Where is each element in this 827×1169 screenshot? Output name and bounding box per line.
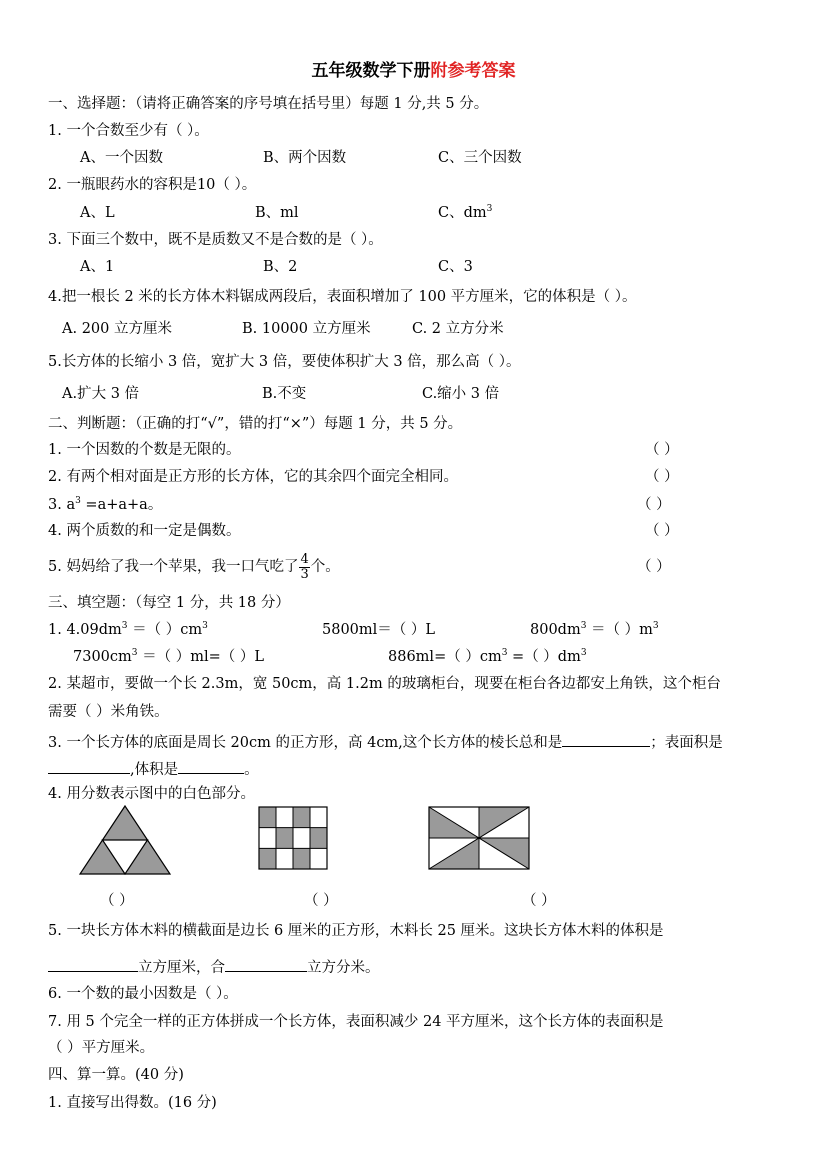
- figure-triangle: [78, 804, 172, 876]
- s2-q1-answer-paren: （ ）: [645, 442, 679, 458]
- s2-q3: 3. $a^3 =a+a+a$。: [48, 496, 163, 513]
- s1-q5-option-c: C.缩小 3 倍: [422, 386, 500, 402]
- fraction-4-3: $\frac{4}{3}$: [300, 551, 309, 582]
- s3-q6: 6. 一个数的最小因数是（ ）。: [48, 986, 238, 1002]
- s1-q4-option-c: C. 2 立方分米: [412, 321, 504, 337]
- s3-q1-e: 886ml=（ ）$cm^3$ =（ ）$dm^3$: [388, 648, 587, 665]
- s1-q2: 2. 一瓶眼药水的容积是10（ ）。: [48, 177, 257, 193]
- s3-q1-b: 5800ml＝（ ）L: [322, 622, 436, 638]
- figure-rectangle-triangles: [427, 805, 531, 871]
- fig2-answer-paren: （ ）: [304, 893, 338, 909]
- s1-q4-option-b: B. 10000 立方厘米: [242, 321, 371, 337]
- s2-q4: 4. 两个质数的和一定是偶数。: [48, 523, 241, 539]
- s2-q3-answer-paren: （ ）: [637, 497, 671, 513]
- s1-q2-option-c: C、$dm^3$: [438, 204, 493, 221]
- s3-q1-d: $7300cm^3$ ＝（ ）ml=（ ）L: [73, 648, 265, 665]
- s2-q5-answer-paren: （ ）: [637, 559, 671, 575]
- s3-q5-line1: 5. 一块长方体木料的横截面是边长 6 厘米的正方形，木料长 25 厘米。这块长方体木料的体积是: [48, 923, 664, 939]
- answer-blank: [178, 758, 244, 774]
- s2-q1: 1. 一个因数的个数是无限的。: [48, 442, 241, 458]
- figure-checker-grid: [258, 806, 328, 870]
- title-suffix: 附参考答案: [430, 61, 516, 81]
- s3-q7-line1: 7. 用 5 个完全一样的正方体拼成一个长方体，表面积减少 24 平方厘米，这个长方体的表面积是: [48, 1014, 664, 1030]
- s3-q1-c: $800dm^3$ ＝（ ）$m^3$: [530, 621, 659, 638]
- s3-q3-line1: 3. 一个长方体的底面是周长 20cm 的正方形，高 4cm,这个长方体的棱长总和是 ；表面积是: [48, 731, 723, 752]
- s1-q5: 5.长方体的长缩小 3 倍，宽扩大 3 倍，要使体积扩大 3 倍，那么高（ ）。: [48, 354, 521, 370]
- s1-q4-option-a: A. 200 立方厘米: [62, 321, 172, 337]
- section3-header: 三、填空题：（每空 1 分，共 18 分）: [48, 595, 290, 611]
- s1-q2-option-b: B、ml: [255, 205, 299, 221]
- s1-q3-option-b: B、2: [263, 259, 298, 275]
- s1-q1-option-b: B、两个因数: [263, 150, 347, 166]
- s3-q7-line2: （ ）平方厘米。: [48, 1040, 155, 1056]
- answer-blank: [225, 956, 307, 972]
- s3-q2-line2: 需要（ ）米角铁。: [48, 704, 169, 720]
- s2-q2-answer-paren: （ ）: [645, 469, 679, 485]
- s3-q5-line2: 立方厘米，合 立方分米。: [48, 956, 380, 977]
- s1-q3-option-a: A、1: [80, 259, 115, 275]
- section1-header: 一、选择题：（请将正确答案的序号填在括号里）每题 1 分,共 5 分。: [48, 96, 489, 112]
- s3-q2-line1: 2. 某超市，要做一个长 2.3m，宽 50cm，高 1.2m 的玻璃柜台，现要在柜台各边都安上角铁，这个柜台: [48, 676, 721, 692]
- s1-q1: 1. 一个合数至少有（ ）。: [48, 123, 209, 139]
- page-title: 五年级数学下册附参考答案: [311, 61, 516, 81]
- s1-q4: 4.把一根长 2 米的长方体木料锯成两段后，表面积增加了 100 平方厘米，它的体积是（ ）。: [48, 289, 637, 305]
- s1-q2-option-a: A、L: [80, 205, 115, 221]
- fig3-answer-paren: （ ）: [522, 893, 556, 909]
- fig1-answer-paren: （ ）: [100, 893, 134, 909]
- s1-q5-option-a: A.扩大 3 倍: [62, 386, 140, 402]
- s1-q5-option-b: B.不变: [262, 386, 307, 402]
- s1-q3: 3. 下面三个数中，既不是质数又不是合数的是（ ）。: [48, 232, 383, 248]
- s3-q3-line2: ,体积是 。: [48, 758, 259, 779]
- section2-header: 二、判断题：（正确的打“√”，错的打“×”）每题 1 分，共 5 分。: [48, 416, 463, 432]
- s3-q1-a: 1. $4.09dm^3$ ＝（ ）$cm^3$: [48, 621, 208, 638]
- answer-blank: [562, 731, 650, 747]
- s1-q1-option-a: A、一个因数: [80, 150, 163, 166]
- answer-blank: [48, 956, 138, 972]
- section4-header: 四、算一算。(40 分): [48, 1067, 184, 1083]
- s2-q4-answer-paren: （ ）: [645, 523, 679, 539]
- s3-q4: 4. 用分数表示图中的白色部分。: [48, 786, 255, 802]
- s2-q5: 5. 妈妈给了我一个苹果，我一口气吃了 $\frac{4}{3}$ 个。: [48, 551, 340, 582]
- s1-q3-option-c: C、3: [438, 259, 473, 275]
- s1-q1-option-c: C、三个因数: [438, 150, 522, 166]
- s2-q2: 2. 有两个相对面是正方形的长方体，它的其余四个面完全相同。: [48, 469, 458, 485]
- s4-q1: 1. 直接写出得数。(16 分): [48, 1095, 217, 1111]
- answer-blank: [48, 758, 130, 774]
